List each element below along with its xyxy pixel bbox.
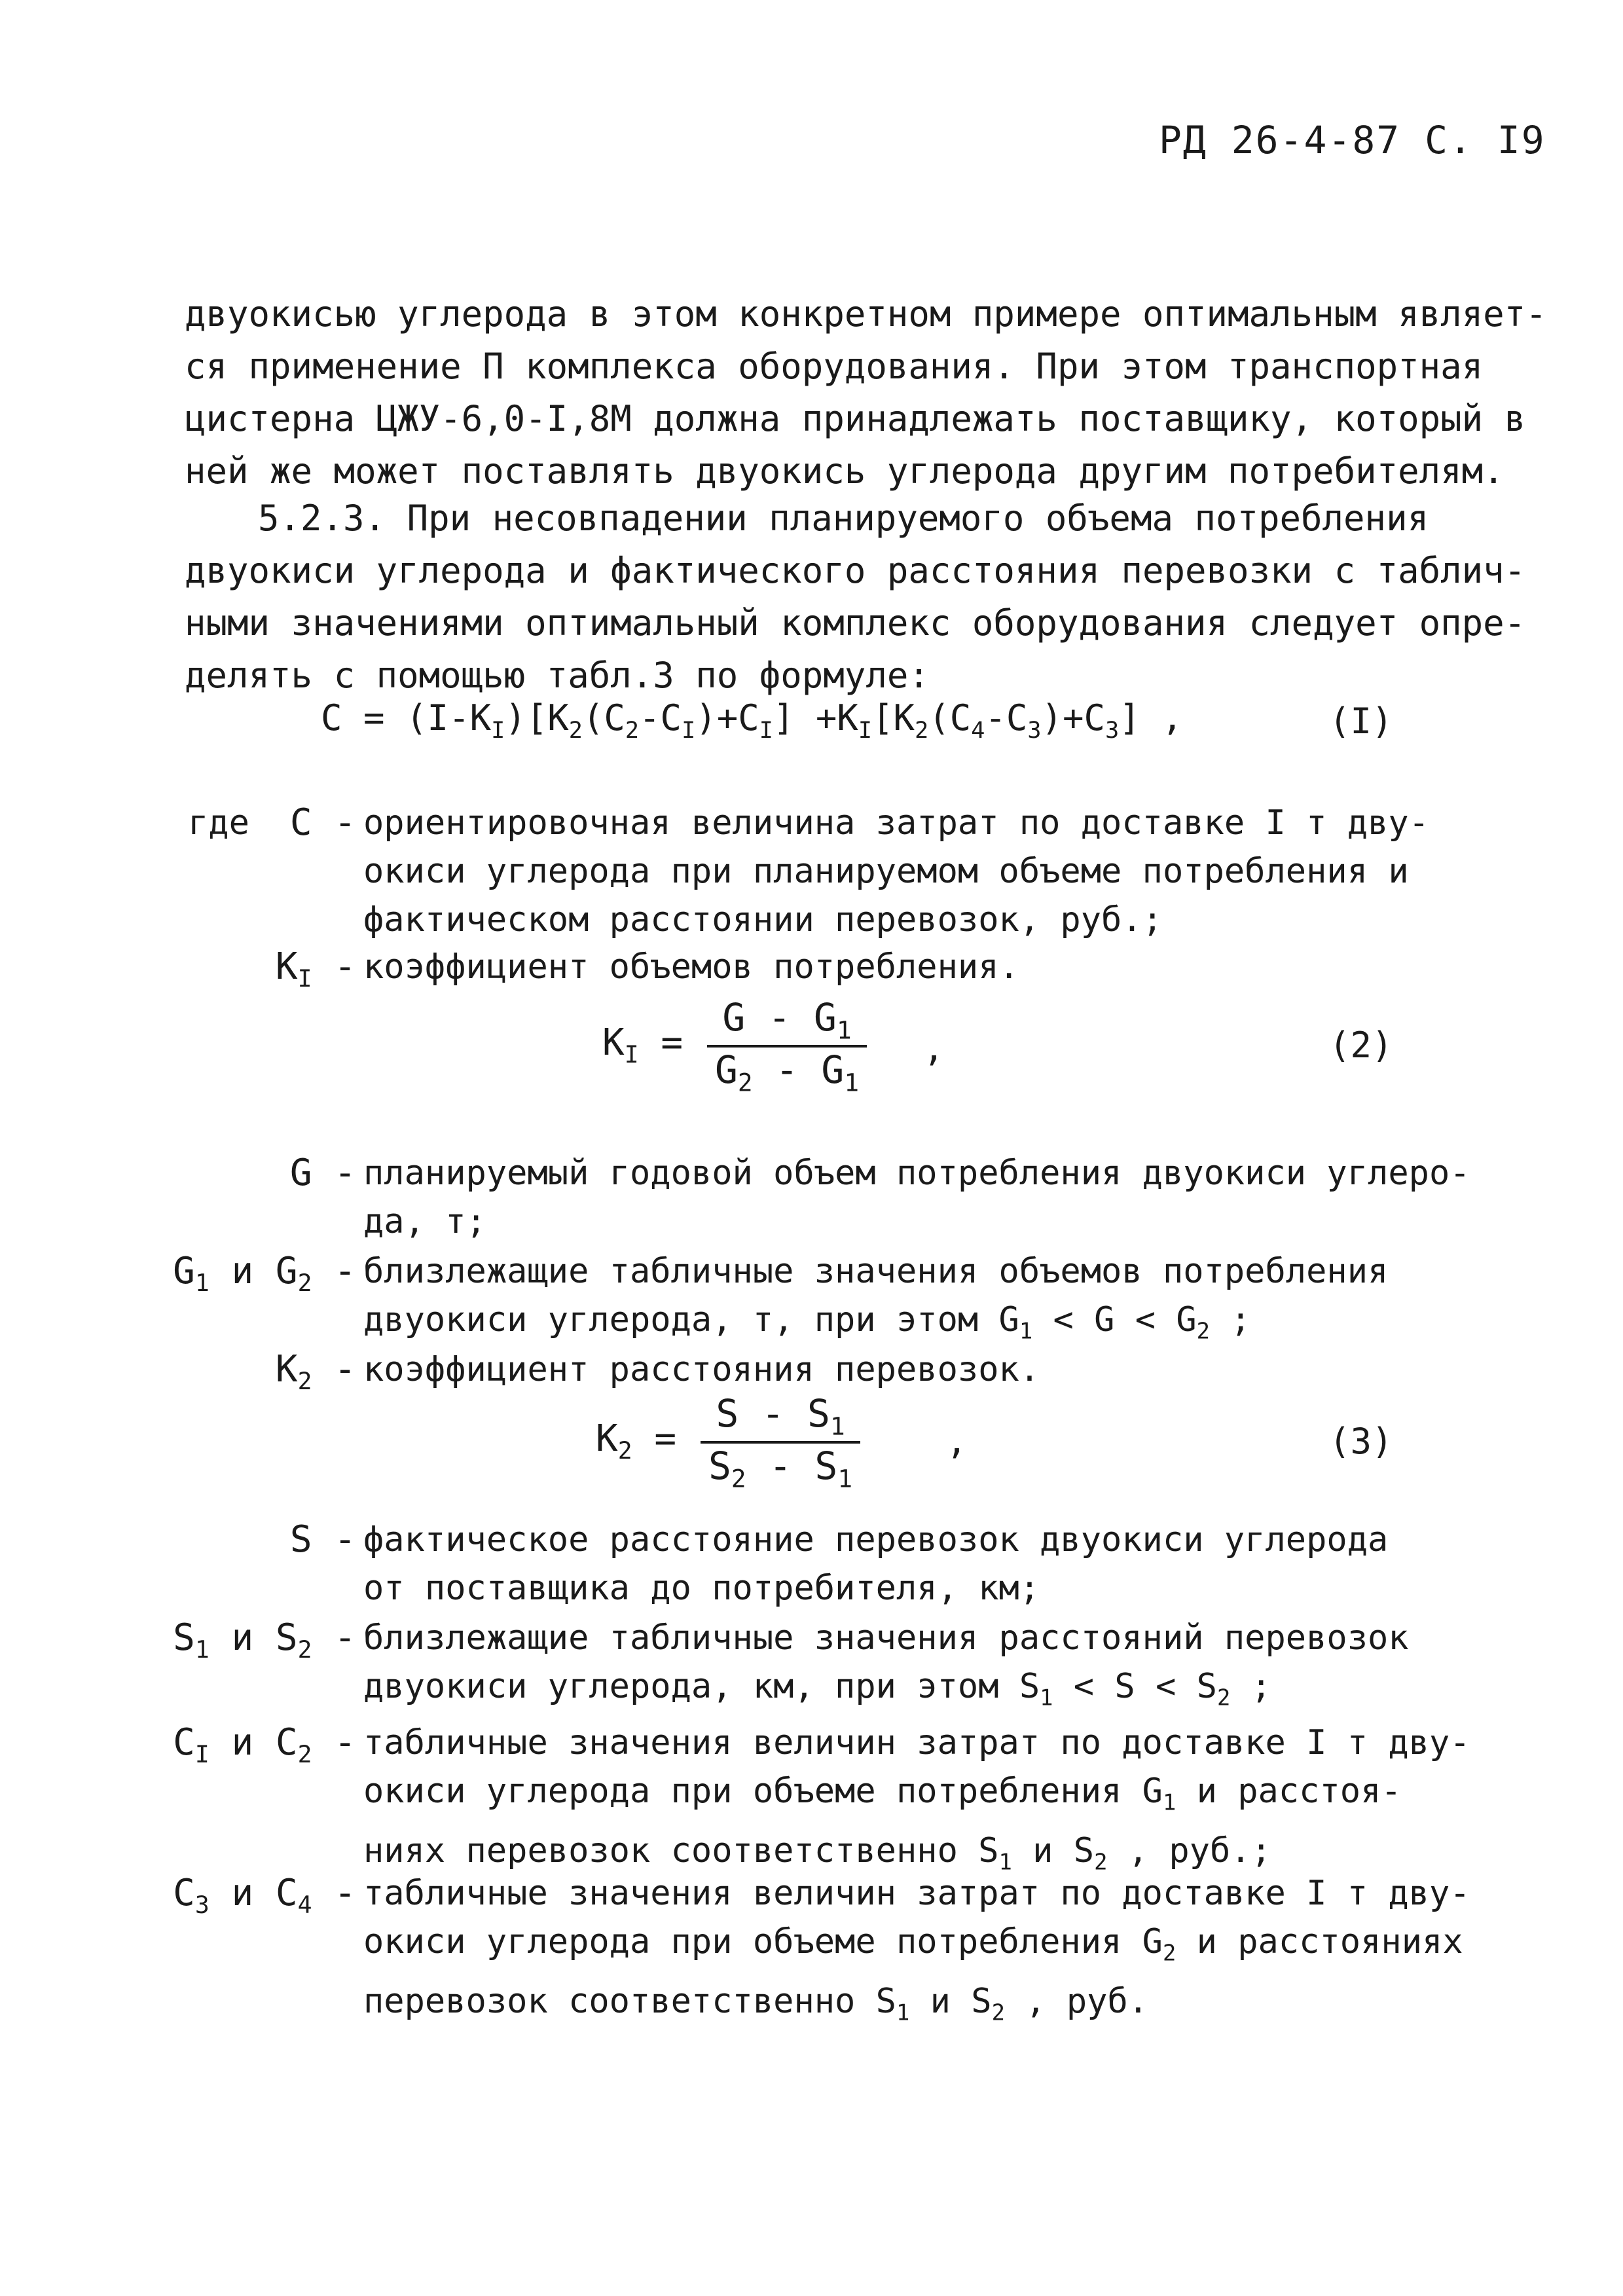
text-line: фактическое расстояние перевозок двуокиси углерода <box>363 1520 1389 1559</box>
text-line: планируемый годовой объем потребления двуокиси углеро- <box>363 1154 1470 1193</box>
text-line: фактическом расстоянии перевозок, руб.; <box>363 900 1163 939</box>
text-line: двуокиси углерода, км, при этом $S_1 < S < S_2$ ; <box>363 1667 1271 1711</box>
text-line: окиси углерода при объеме потребления $G_2$ и расстояниях <box>363 1922 1463 1966</box>
text-line: ниях перевозок соответственно $S_1$ и $S_2$ , руб.; <box>363 1831 1271 1875</box>
formula-1-text: $С = (I-К_I)[К_2(С_2-С_I)+С_I] +К_I[К_2(С_4-С_3)+С_3]$ , <box>321 697 1183 744</box>
where-label: где <box>188 803 249 843</box>
text-line: окиси углерода при объеме потребления $G_1$ и расстоя- <box>363 1772 1402 1815</box>
text-line: двуокисью углерода в этом конкретном примере оптимальным являет- <box>185 293 1547 335</box>
definition-text <box>363 943 1470 991</box>
text-line: табличные значения величин затрат по доставке I т дву- <box>363 1723 1470 1762</box>
text-line: близлежащие табличные значения объемов потребления <box>363 1252 1389 1291</box>
equation-number-1: (I) <box>1329 701 1393 742</box>
text-line: перевозок соответственно $S_1$ и $S_2$ , руб. <box>363 1982 1149 2026</box>
page-header: РД 26-4-87 С. I9 <box>1159 118 1546 162</box>
paragraph-1 <box>185 288 1547 498</box>
formula-2-numerator: G - $G_1$ <box>707 995 867 1048</box>
formula-2-denominator: $G_2 - G_1$ <box>715 1047 860 1097</box>
text-line: двуокиси углерода и фактического расстояния перевозки с таблич- <box>185 550 1526 591</box>
definition-text <box>363 1149 1470 1246</box>
formula-3-fraction <box>701 1391 860 1493</box>
text-line: коэффициент объемов потребления. <box>363 947 1019 987</box>
definition-symbol: С - <box>289 801 356 844</box>
definition-text <box>363 1719 1470 1887</box>
text-line: табличные значения величин затрат по доставке I т дву- <box>363 1874 1470 1913</box>
text-line: ориентировочная величина затрат по доставке I т дву- <box>363 803 1429 843</box>
formula-2-fraction <box>707 995 867 1097</box>
definition-symbol: $С_3$ и $С_4$ - <box>173 1872 356 1920</box>
formula-3-denominator: $S_2 - S_1$ <box>708 1443 853 1493</box>
definition-symbol: G - <box>289 1152 356 1194</box>
text-line: ными значениями оптимальный комплекс оборудования следует опре- <box>185 602 1526 644</box>
formula-3-numerator: S - $S_1$ <box>701 1391 860 1444</box>
definition-text <box>363 1516 1470 1613</box>
equation-number-2: (2) <box>1329 1025 1393 1066</box>
formula-2-lhs: $К_I$ = <box>602 1021 684 1069</box>
formula-1 <box>321 697 1183 744</box>
paragraph-5-2-3 <box>185 492 1526 702</box>
text-line: 5.2.3. При несовпадении планируемого объема потребления <box>258 498 1429 539</box>
text-line: коэффициент расстояния перевозок. <box>363 1350 1040 1389</box>
definition-symbol: $К_I$ - <box>275 945 356 993</box>
text-line: от поставщика до потребителя, км; <box>363 1569 1040 1608</box>
text-line: двуокиси углерода, т, при этом $G_1 < G < G_2$ ; <box>363 1300 1251 1344</box>
definition-text <box>363 1614 1470 1722</box>
formula-3-suffix: , <box>946 1421 968 1462</box>
text-line: цистерна ЦЖУ-6,0-I,8М должна принадлежать поставщику, который в <box>185 398 1526 439</box>
definition-symbol: S - <box>289 1518 356 1561</box>
definition-text <box>363 1869 1470 2037</box>
definition-text <box>363 1247 1470 1355</box>
text-line: близлежащие табличные значения расстояний перевозок <box>363 1618 1409 1658</box>
definition-symbol: $С_I$ и $С_2$ - <box>173 1721 356 1769</box>
text-line: да, т; <box>363 1202 486 1241</box>
formula-2-suffix: , <box>923 1028 945 1069</box>
definition-text <box>363 1345 1470 1394</box>
definition-symbol: $G_1$ и $G_2$ - <box>173 1250 356 1298</box>
formula-3-lhs: $К_2$ = <box>596 1417 677 1465</box>
definition-symbol: $S_1$ и $S_2$ - <box>173 1616 356 1664</box>
text-line: делять с помощью табл.3 по формуле: <box>185 655 930 696</box>
definition-text <box>363 799 1470 944</box>
text-line: ся применение П комплекса оборудования. При этом транспортная <box>185 346 1484 387</box>
definition-symbol: $К_2$ - <box>275 1348 356 1396</box>
equation-number-3: (3) <box>1329 1421 1393 1462</box>
text-line: окиси углерода при планируемом объеме потребления и <box>363 852 1409 891</box>
text-line: ней же может поставлять двуокись углерода другим потребителям. <box>185 450 1504 492</box>
